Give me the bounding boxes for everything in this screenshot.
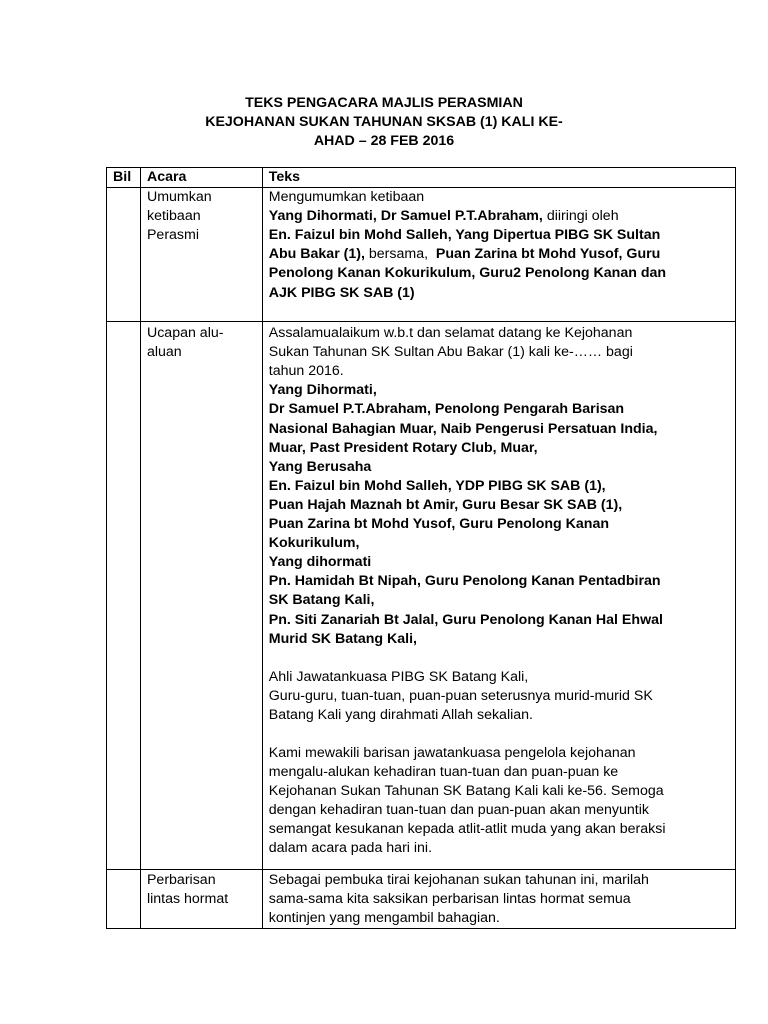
teks-line: AJK PIBG SK SAB (1) [268,284,415,301]
paragraph-gap [269,725,730,744]
document-title [0,94,768,151]
acara-line: Perasmi [146,227,200,244]
acara-line: Ucapan alu- [146,325,224,342]
program-table [106,167,736,929]
teks-line: Puan Zarina bt Mohd Yusof, Guru Penolong Kanan [268,516,610,533]
teks-line: dengan kehadiran tuan-tuan dan puan-puan akan menyuntik [268,802,649,819]
cell-bil [107,322,141,870]
teks-line: En. Faizul bin Mohd Salleh, YDP PIBG SK SAB (1), [268,477,606,494]
table-header-row [107,168,736,188]
acara-line: Umumkan [146,189,212,206]
acara-line: lintas hormat [146,891,229,908]
header-bil: Bil [107,168,141,188]
cell-teks [262,870,735,929]
teks-line [269,245,730,264]
teks-line: SK Batang Kali, [268,592,375,609]
cell-acara [140,322,262,870]
teks-line: Muar, Past President Rotary Club, Muar, [268,439,538,456]
paragraph-gap [269,649,730,668]
acara-line: Perbarisan [146,872,216,889]
plain-text: diiringi oleh [542,208,619,225]
title-line-2: KEJOHANAN SUKAN TAHUNAN SKSAB (1) KALI KE- [205,114,563,130]
teks-line: Batang Kali yang dirahmati Allah sekalian. [268,706,533,723]
teks-line: En. Faizul bin Mohd Salleh, Yang Dipertua PIBG SK Sultan [268,227,661,244]
teks-line: Assalamualaikum w.b.t dan selamat datang ke Kejohanan [268,325,633,342]
teks-line: Yang Berusaha [268,458,372,475]
title-line-1: TEKS PENGACARA MAJLIS PERASMIAN [245,95,523,111]
acara-line: aluan [146,344,182,361]
cell-acara [140,870,262,929]
teks-line: Murid SK Batang Kali, [268,630,417,647]
teks-line: Kejohanan Sukan Tahunan SK Batang Kali kali ke-56. Semoga [268,783,664,800]
bold-text: Puan Zarina bt Mohd Yusof, Guru [431,246,661,263]
cell-teks [262,322,735,870]
header-teks: Teks [262,168,735,188]
table-row [107,188,736,322]
teks-line: dalam acara pada hari ini. [268,840,433,857]
table-row [107,322,736,870]
teks-line: Mengumumkan ketibaan [268,189,425,206]
teks-line: Penolong Kanan Kokurikulum, Guru2 Penolong Kanan dan [268,265,667,282]
cell-teks [262,188,735,322]
teks-line: mengalu-alukan kehadiran tuan-tuan dan puan-puan ke [268,764,619,781]
teks-line: Yang Dihormati, [268,382,377,399]
teks-line: Guru-guru, tuan-tuan, puan-puan seterusnya murid-murid SK [268,687,653,704]
cell-bil [107,188,141,322]
teks-line: tahun 2016. [268,363,344,380]
table-row [107,870,736,929]
plain-text: bersama, [364,246,432,263]
bold-text: Abu Bakar (1), [268,246,365,263]
header-acara: Acara [140,168,262,188]
teks-line: Kokurikulum, [268,535,360,552]
teks-line: Sebagai pembuka tirai kejohanan sukan tahunan ini, marilah [268,872,649,889]
teks-line: Sukan Tahunan SK Sultan Abu Bakar (1) kali ke-…… bagi [268,344,633,361]
teks-line: kontinjen yang mengambil bahagian. [268,910,500,927]
teks-line: Kami mewakili barisan jawatankuasa pengelola kejohanan [268,744,636,761]
teks-line [269,207,730,226]
teks-line: Pn. Siti Zanariah Bt Jalal, Guru Penolong Kanan Hal Ehwal [268,611,663,628]
teks-line: Pn. Hamidah Bt Nipah, Guru Penolong Kanan Pentadbiran [268,573,661,590]
teks-line: Puan Hajah Maznah bt Amir, Guru Besar SK SAB (1), [268,496,623,513]
teks-line: Ahli Jawatankuasa PIBG SK Batang Kali, [268,668,529,685]
title-line-3: AHAD – 28 FEB 2016 [313,133,455,149]
bold-text: Yang Dihormati, Dr Samuel P.T.Abraham, [268,208,543,225]
teks-line: sama-sama kita saksikan perbarisan lintas hormat semua [268,891,631,908]
teks-line: Yang dihormati [268,554,372,571]
acara-line: ketibaan [146,208,201,225]
teks-line: Nasional Bahagian Muar, Naib Pengerusi Persatuan India, [268,420,658,437]
teks-line: Dr Samuel P.T.Abraham, Penolong Pengarah Barisan [268,401,625,418]
cell-bil [107,870,141,929]
teks-line: semangat kesukanan kepada atlit-atlit muda yang akan beraksi [268,821,666,838]
cell-acara [140,188,262,322]
